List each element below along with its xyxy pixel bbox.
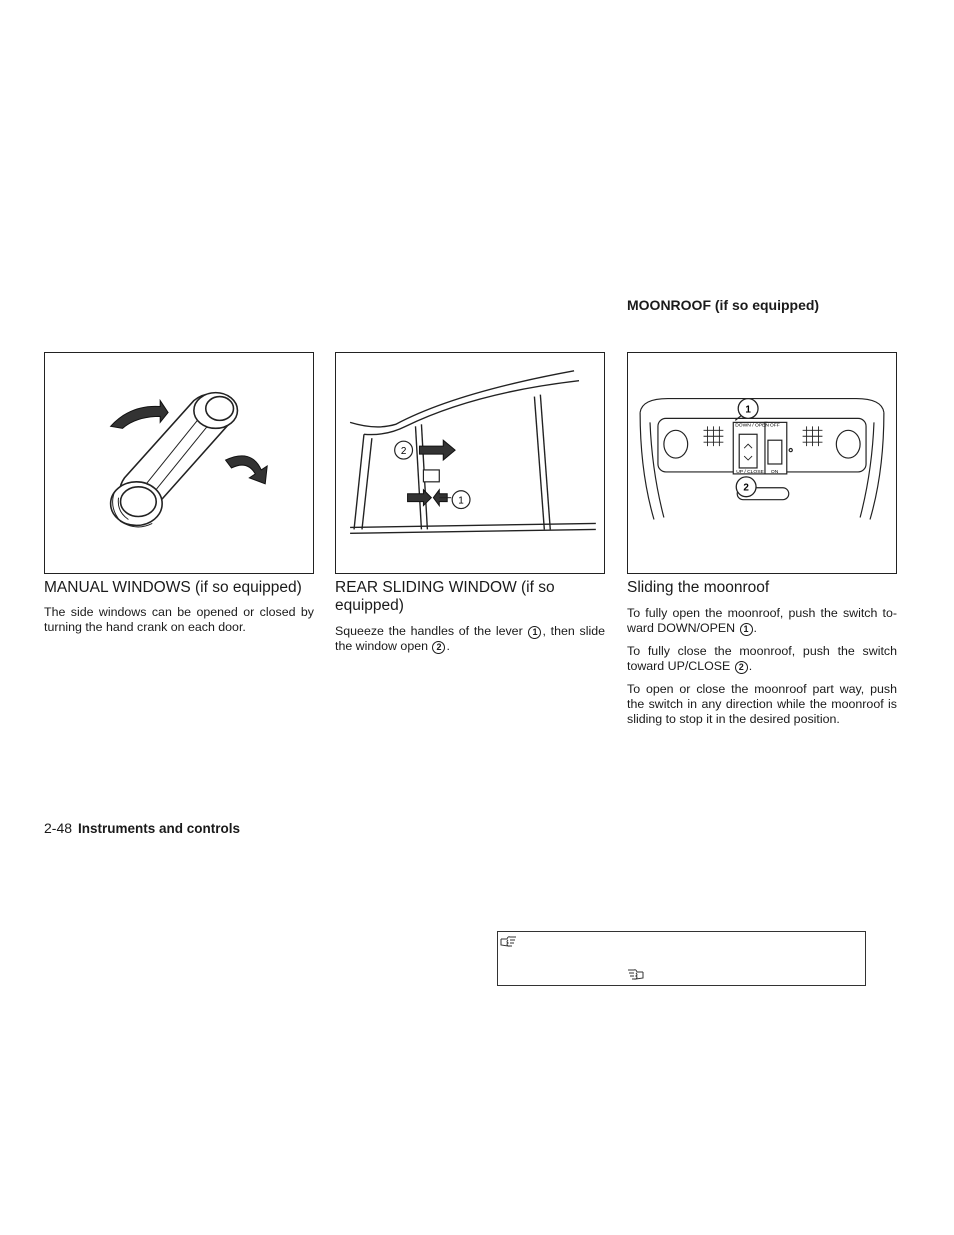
moonroof-partway-paragraph: To open or close the moonroof part way, push the switch in any direction while the moonroof is sliding to stop it in the desired position.: [627, 681, 897, 727]
label-down-open: DOWN / OPEN: [735, 423, 769, 429]
manual-windows-heading: MANUAL WINDOWS (if so equipped): [44, 579, 302, 596]
callout-2-label: 2: [400, 446, 407, 458]
rear-sliding-window-body: Squeeze the handles of the lever 1 , then slide the window open 2 .: [335, 624, 605, 654]
sliding-window-figure: [335, 352, 605, 574]
page-number: 2-48: [44, 820, 73, 836]
manual-windows-body: The side windows can be opened or closed by turning the hand crank on each door.: [44, 605, 314, 635]
section-title: Instruments and controls: [78, 821, 241, 836]
marker-2: 2: [735, 661, 748, 674]
marker-2: 2: [432, 641, 445, 654]
rear-sliding-window-section: [335, 579, 605, 655]
sliding-moonroof-heading: Sliding the moonroof: [627, 579, 770, 596]
moonroof-switch-figure: [627, 352, 897, 574]
callout-1-label: 1: [458, 495, 464, 507]
page-footer: [44, 820, 240, 838]
moonroof-switch-illustration: [628, 353, 896, 573]
crank-handle-figure: [44, 352, 314, 574]
moonroof-close-paragraph: To fully close the moonroof, push the switch toward UP/CLOSE 2 .: [627, 643, 897, 674]
crank-handle-illustration: [45, 353, 313, 573]
moonroof-open-paragraph: To fully open the moonroof, push the switch to-ward DOWN/OPEN 1 .: [627, 606, 897, 636]
marker-1: 1: [528, 626, 541, 639]
sliding-window-illustration: [336, 353, 604, 573]
callout-2-label: 2: [743, 482, 749, 494]
rear-sliding-window-heading: REAR SLIDING WINDOW (if so equipped): [335, 579, 555, 614]
note-box: [497, 931, 866, 986]
marker-1: 1: [740, 623, 753, 636]
label-up-close: UP / CLOSE: [736, 469, 764, 475]
label-on: ON: [770, 469, 779, 475]
pointing-hand-icon: [626, 968, 644, 980]
moonroof-heading: MOONROOF (if so equipped): [627, 297, 820, 313]
sliding-moonroof-section: [627, 579, 897, 728]
pointing-hand-icon: [500, 935, 518, 947]
manual-windows-section: [44, 579, 314, 636]
label-off: OFF: [769, 423, 780, 429]
callout-1-label: 1: [745, 404, 751, 416]
